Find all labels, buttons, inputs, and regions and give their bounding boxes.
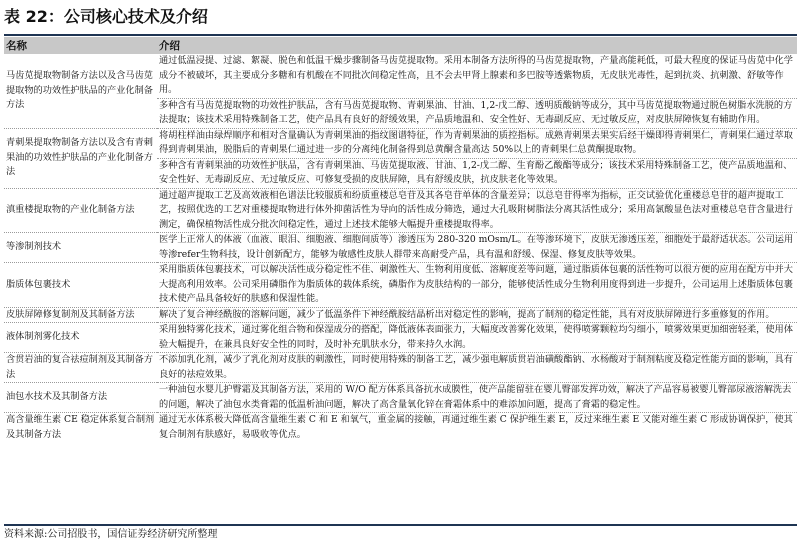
table-row xyxy=(4,413,797,443)
tech-description: 通过超声提取工艺及高效液相色谱法比较服质和纷质重楼总皂苷及其各皂苷单体的含量差异；以总皂苷得率为指标，正交试验优化重楼总皂苷的超声提取工艺，按照优选的工艺对重楼提取物进行体外抑菌活性为导向的活性成分筛选，通过大孔吸附树脂法分离其活性成分；采用高氯酸显色法对重楼总皂苷含量进行测定，确保植物活性成分批次间稳定性，通过上述技术能够大幅提升重楼提取得率。 xyxy=(157,188,797,233)
top-rule xyxy=(4,34,797,36)
tech-description: 医学上正常人的体液（血液、眼泪、细胞液、细胞间质等）渗透压为 280-320 mOsm/L。在等渗环境下，皮肤无渗透压差，细胞处于最舒适状态。公司运用等渗refer生物科技，设计创新配方，能够为敏感性皮肤人群带来高耐受产品，具有温和舒缓、保湿、修复皮肤等效果。 xyxy=(157,233,797,263)
tech-description: 将胡柱样油由绿焊顺序和相对含量确认为青刺果油的指纹图谱特征，作为青刺果油的质控指标。成熟青刺果去果实后经干燥即得青刺果仁，青刺果仁通过萃取得到青刺果油，脱脂后的青刺果仁通过进一步的分离纯化制备得到总黄酮含量高达 50%以上的青刺果仁总黄酮提取物。 xyxy=(157,128,797,158)
table-row xyxy=(4,383,797,413)
table-row xyxy=(4,323,797,353)
tech-name: 等渗制剂技术 xyxy=(4,233,157,263)
table-row xyxy=(4,188,797,233)
table-row xyxy=(4,263,797,308)
tech-description: 一种油包水婴儿护臀霜及其制备方法，采用的 W/O 配方体系具备抗水成膜性，使产品能留驻在婴儿臀部发挥功效，解决了产品容易被婴儿臀部尿液溶解洗去的问题，解决了油包水类膏霜的低温析油问题，解决了高含量氧化锌在膏霜体系中的难添加问题，提高了膏霜的稳定性。 xyxy=(157,383,797,413)
source-note: 资料来源:公司招股书，国信证券经济研究所整理 xyxy=(4,529,218,540)
tech-name: 皮肤屏障修复制剂及其制备方法 xyxy=(4,307,157,323)
tech-description: 解决了复合神经酰胺的溶解问题，减少了低温条件下神经酰胺结晶析出对稳定性的影响，提高了制剂的稳定性能，具有对皮肤屏障进行多重修复的作用。 xyxy=(157,307,797,323)
tech-name: 滇重楼提取物的产业化制备方法 xyxy=(4,188,157,233)
header-name: 名称 xyxy=(4,37,157,54)
tech-name: 含贯岩油的复合祛痘制剂及其制备方法 xyxy=(4,353,157,383)
tech-description: 多种含有马齿苋提取物的功效性护肤品，含有马齿苋提取物、青刺果油、甘油、1,2-戊二醇、透明质酸钠等成分，其中马齿苋提取物通过脱色树脂水洗脱的方法提取；该技术采用特殊制备工艺，使产品具有良好的舒缓效果，产品质地温和、安全性好、无毒副反应、无过敏反应，对皮肤屏障恢复有辅助作用。 xyxy=(157,98,797,128)
table-row xyxy=(4,128,797,158)
tech-description: 多种含有青刺果油的功效性护肤品，含有青刺果油、马齿苋提取液、甘油、1,2-戊二醇、生育酚乙酸酯等成分；该技术采用特殊制备工艺，使产品质地温和、安全性好、无毒副反应、无过敏反应、可修复受损的皮肤屏障，具有舒缓皮肤，抗皮肤老化等效果。 xyxy=(157,158,797,188)
tech-description: 采用独特雾化技术，通过雾化组合物和保湿成分的搭配，降低液体表面张力，大幅度改善雾化效果，使得喷雾颗粒均匀细小，喷雾效果更加细密轻柔，使用体验大幅提升，在兼具良好安全性的同时，及时补充肌肤水分，带来持久水润。 xyxy=(157,323,797,353)
table-row xyxy=(4,353,797,383)
table-row xyxy=(4,307,797,323)
tech-name: 液体制剂雾化技术 xyxy=(4,323,157,353)
table-header-row xyxy=(4,37,797,54)
tech-description: 不添加乳化剂，减少了乳化剂对皮肤的刺激性，同时使用特殊的制备工艺，减少强电解质贯岩油磺酸酯钠、水杨酸对于制剂粘度及稳定性能方面的影响，具有良好的祛痘效果。 xyxy=(157,353,797,383)
tech-description: 通过无水体系极大降低高含量维生素 C 和 E 和氧气，重金属的接触，再通过维生素 C 保护维生素 E，反过来维生素 E 又能对维生素 C 形成协调保护，使其复合制剂有肤感好，易吸收等优点。 xyxy=(157,413,797,443)
tech-name: 油包水技术及其制备方法 xyxy=(4,383,157,413)
tech-name: 马齿苋提取物制备方法以及含马齿苋提取物的功效性护肤品的产业化制备方法 xyxy=(6,70,153,110)
table-title: 表 22：公司核心技术及介绍 xyxy=(4,7,208,26)
tech-description: 通过低温浸提、过滤、絮凝、脱色和低温干燥步骤制备马齿苋提取物。采用本制备方法所得的马齿苋提取物，产量高能耗低，可最大程度的保证马齿苋中化学成分不被破坏，其主要成分多糖和有机酸在不同批次间稳定性高，且不会去甲肾上腺素和多巴胺等透紫物质，无皮肤光毒性，起到抗炎、抗刺激、舒敏等作用。 xyxy=(159,55,793,95)
table-row xyxy=(4,233,797,263)
tech-name: 高含量维生素 CE 稳定体系复合制剂及其制备方法 xyxy=(4,413,157,443)
core-tech-table xyxy=(4,37,797,442)
tech-name: 脂质体包裹技术 xyxy=(4,263,157,308)
tech-description: 采用脂质体包裹技术，可以解决活性成分稳定性不佳、刺激性大、生物利用度低、溶解度差等问题，通过脂质体包裹的活性物可以很方便的应用在配方中并大大提高利用效率。公司采用磷脂作为脂质体的载体系统，磷脂作为皮肤结构的一部分，能够使活性成分生物利用度得到进一步提升，公司运用上述脂质体包裹技术使产品具备较好的肤感和保湿性能。 xyxy=(157,263,797,308)
table-row xyxy=(4,54,797,98)
tech-name: 青刺果提取物制备方法以及含有青刺果油的功效性护肤品的产业化制备方法 xyxy=(4,128,157,188)
header-intro: 介绍 xyxy=(157,37,797,54)
